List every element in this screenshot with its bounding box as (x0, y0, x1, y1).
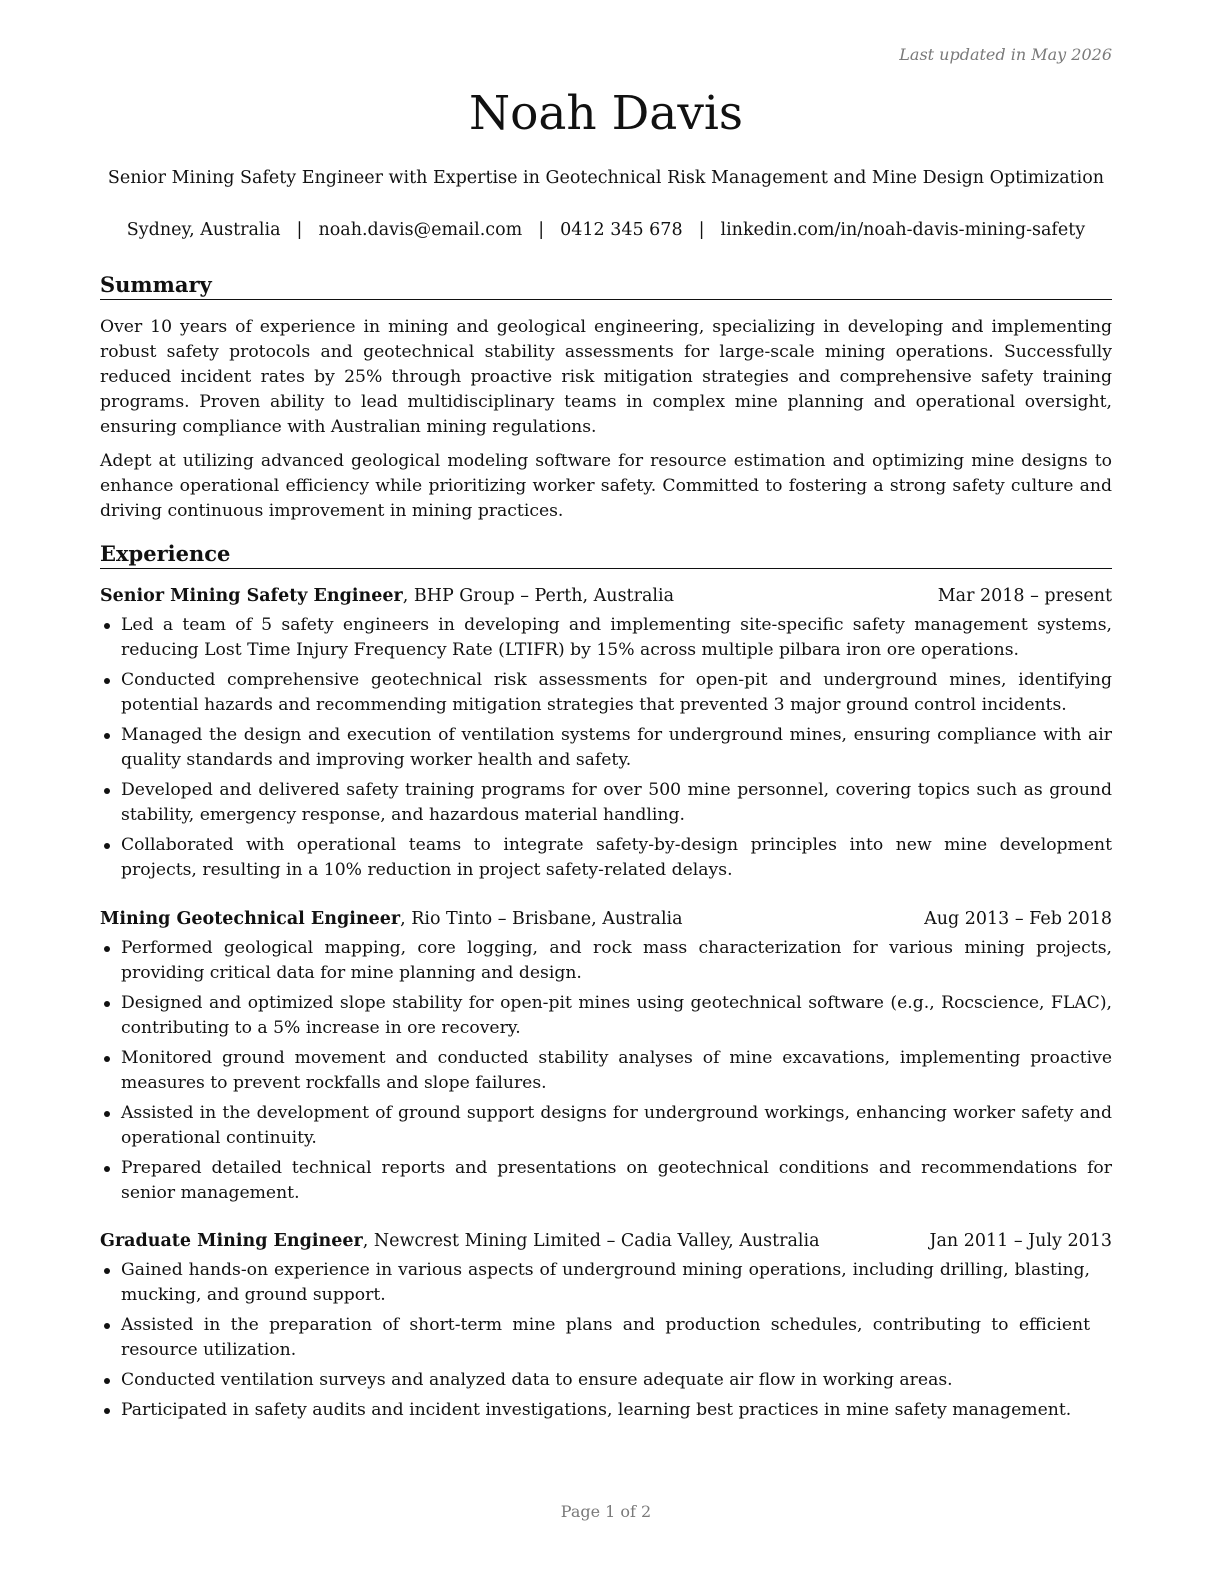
summary-paragraph: Adept at utilizing advanced geological modeling software for resource estimation and optimizing mine designs to enhance operational efficiency while prioritizing worker safety. Committed to fostering a strong safety culture and driving continuous improvement in mining practices. (100, 451, 1112, 521)
summary-paragraph: Over 10 years of experience in mining and geological engineering, specializing in developing and implementing robust safety protocols and geotechnical stability assessments for large-scale mining operations. Successfully reduced incident rates by 25% through proactive risk mitigation strategies and comprehensive safety training programs. Proven ability to lead multidisciplinary teams in complex mine planning and operational oversight, ensuring compliance with Australian mining regulations. (100, 317, 1112, 437)
job-role: Mining Geotechnical Engineer (100, 909, 401, 929)
contact-separator: | (538, 220, 545, 240)
list-item: Conducted ventilation surveys and analyzed data to ensure adequate air flow in working areas. (100, 1368, 1090, 1393)
list-item: Developed and delivered safety training programs for over 500 mine personnel, covering topics such as ground stability, emergency response, and hazardous material handling. (100, 778, 1112, 828)
job-role: Graduate Mining Engineer (100, 1231, 363, 1251)
contact-phone: 0412 345 678 (560, 220, 683, 240)
bullet-icon (104, 946, 110, 952)
job-header (100, 1229, 1112, 1253)
bullet-icon (104, 1378, 110, 1384)
job-bullets (100, 936, 1112, 1211)
list-item: Collaborated with operational teams to integrate safety-by-design principles into new mine development projects, resulting in a 10% reduction in project safety-related delays. (100, 833, 1112, 883)
page-number: Page 1 of 2 (560, 1502, 652, 1521)
job-company: , Rio Tinto – Brisbane, Australia (400, 909, 683, 929)
resume-page (100, 0, 1112, 1584)
bullet-icon (104, 1056, 110, 1062)
list-item: Led a team of 5 safety engineers in developing and implementing site-specific safety management systems, reducing Lost Time Injury Frequency Rate (LTIFR) by 15% across multiple pilbara iron ore operations. (100, 613, 1112, 663)
bullet-icon (104, 623, 110, 629)
last-updated-note: Last updated in May 2026 (899, 45, 1112, 64)
list-item: Prepared detailed technical reports and presentations on geotechnical conditions and recommendations for senior management. (100, 1156, 1112, 1206)
list-item: Assisted in the development of ground support designs for underground workings, enhancing worker safety and operational continuity. (100, 1101, 1112, 1151)
job-dates: Aug 2013 – Feb 2018 (924, 909, 1112, 929)
bullet-icon (104, 678, 110, 684)
job-header (100, 907, 1112, 931)
job-company: , Newcrest Mining Limited – Cadia Valley, Australia (362, 1231, 820, 1251)
bullet-icon (104, 1323, 110, 1329)
candidate-headline: Senior Mining Safety Engineer with Expertise in Geotechnical Risk Management and Mine Design Optimization (107, 168, 1105, 188)
list-item: Gained hands-on experience in various aspects of underground mining operations, including drilling, blasting, mucking, and ground support. (100, 1258, 1090, 1308)
contact-linkedin[interactable]: linkedin.com/in/noah-davis-mining-safety (720, 220, 1086, 240)
candidate-name: Noah Davis (468, 86, 744, 141)
job-bullets (100, 1258, 1090, 1428)
contact-email[interactable]: noah.davis@email.com (318, 220, 523, 240)
job-bullets (100, 613, 1112, 888)
job-company: , BHP Group – Perth, Australia (402, 586, 675, 606)
bullet-icon (104, 733, 110, 739)
experience-section-title: Experience (100, 541, 1112, 569)
list-item: Monitored ground movement and conducted stability analyses of mine excavations, implementing proactive measures to prevent rockfalls and slope failures. (100, 1046, 1112, 1096)
list-item: Performed geological mapping, core logging, and rock mass characterization for various mining projects, providing critical data for mine planning and design. (100, 936, 1112, 986)
contact-line (100, 220, 1112, 240)
list-item: Managed the design and execution of ventilation systems for underground mines, ensuring compliance with air quality standards and improving worker health and safety. (100, 723, 1112, 773)
bullet-icon (104, 1268, 110, 1274)
summary-section-title: Summary (100, 272, 1112, 300)
job-dates: Mar 2018 – present (937, 586, 1112, 606)
bullet-icon (104, 1111, 110, 1117)
bullet-icon (104, 843, 110, 849)
job-header (100, 584, 1112, 608)
list-item: Designed and optimized slope stability for open-pit mines using geotechnical software (e.g., Rocscience, FLAC), contributing to a 5% increase in ore recovery. (100, 991, 1112, 1041)
contact-separator: | (698, 220, 705, 240)
list-item: Conducted comprehensive geotechnical risk assessments for open-pit and underground mines, identifying potential hazards and recommending mitigation strategies that prevented 3 major ground control incidents. (100, 668, 1112, 718)
contact-separator: | (296, 220, 303, 240)
bullet-icon (104, 1001, 110, 1007)
contact-location: Sydney, Australia (126, 220, 281, 240)
bullet-icon (104, 788, 110, 794)
list-item: Assisted in the preparation of short-term mine plans and production schedules, contributing to efficient resource utilization. (100, 1313, 1090, 1363)
job-role: Senior Mining Safety Engineer (100, 586, 403, 606)
bullet-icon (104, 1166, 110, 1172)
bullet-icon (104, 1408, 110, 1414)
job-dates: Jan 2011 – July 2013 (929, 1231, 1112, 1251)
list-item: Participated in safety audits and incident investigations, learning best practices in mine safety management. (100, 1398, 1090, 1423)
